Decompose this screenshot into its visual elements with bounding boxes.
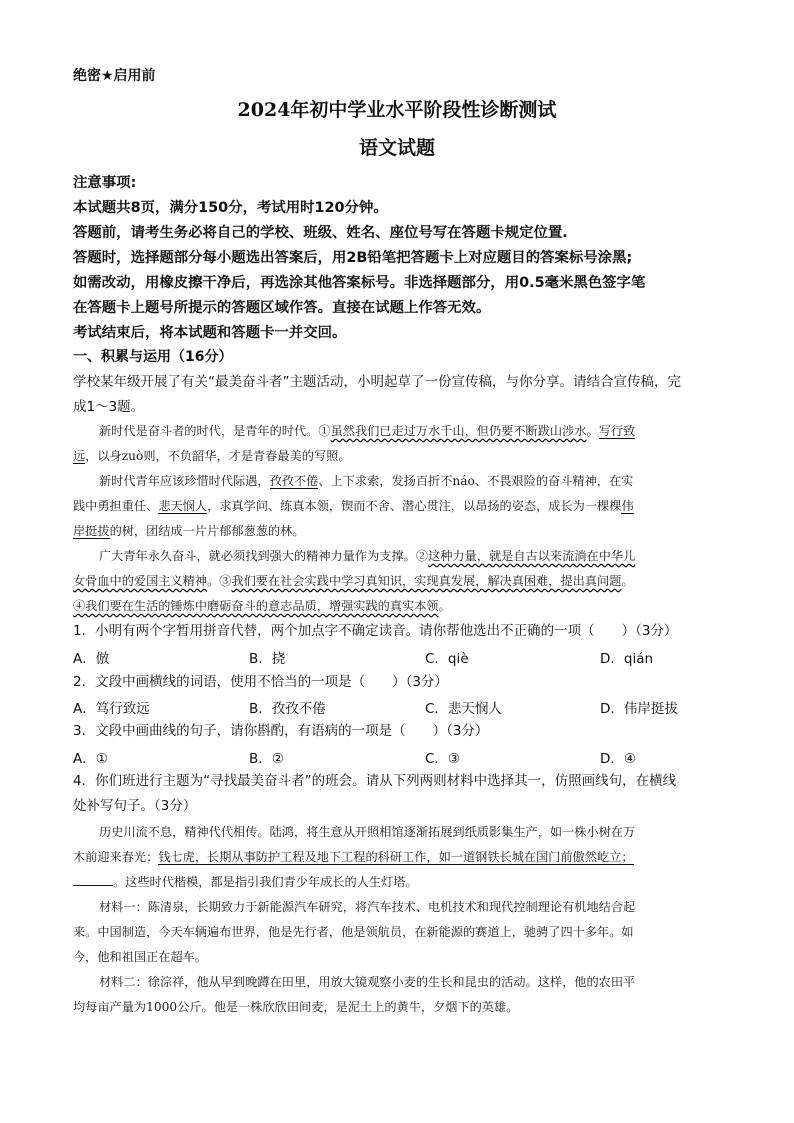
passage-text: 历史川流不息，精神代代相传。陆鸿，将生意从开照相馆逐渐拓展到纸质影集生产，如一株小树在万 <box>99 825 636 839</box>
wavy-sentence: 我们要在社会实践中学习真知识，实现真发展，解决真困难，提出真问题 <box>231 574 622 588</box>
question-stem: 处补写句子。（3分） <box>73 798 197 814</box>
answer-blank[interactable] <box>73 871 113 886</box>
option-a[interactable]: A．① <box>73 751 108 767</box>
section-intro <box>73 370 721 420</box>
option-a[interactable]: A．倣 <box>73 651 110 667</box>
underlined-word: 岸挺拔 <box>73 524 110 538</box>
passage-text: 。 <box>586 424 599 438</box>
option-c[interactable]: C．悲天悯人 <box>425 701 502 717</box>
passage-text: 。这些时代楷模，都是指引我们青少年成长的人生灯塔。 <box>113 875 418 889</box>
passage-text: 广大青年永久奋斗，就必须找到强大的精神力量作为支撑。② <box>99 549 429 563</box>
passage-text: 。 <box>621 574 634 588</box>
notes-line: 如需改动，用橡皮擦干净后，再选涂其他答案标号。非选择题部分，用0.5毫米黑色签字笔 <box>73 275 646 291</box>
passage-text: 。③ <box>207 574 232 588</box>
q1-options <box>73 647 723 669</box>
passage-text: 来。中国制造，今天车辆遍布世界，他是先行者，他是领航员，在新能源的赛道上，驰骋了四十多年。如 <box>73 925 634 939</box>
passage-text: 、上下求索，发扬百折不náo、不畏艰险的奋斗精神，在实 <box>318 474 634 488</box>
question-4 <box>73 769 721 819</box>
passage-text: 今，他和祖国正在超车。 <box>73 950 208 964</box>
wavy-sentence: 锤炼中磨砺奋斗的意志品质，增强实践的真实本领 <box>170 599 439 613</box>
notes-line: 答题前，请考生务必将自己的学校、班级、姓名、座位号写在答题卡规定位置. <box>73 225 568 241</box>
passage-text: 木前迎来春光； <box>73 850 159 864</box>
wavy-sentence: 虽然我们已走过万水千山，但仍要不断跋山涉水 <box>330 424 587 438</box>
wavy-sentence: 女骨血中的爱国主义精神 <box>73 574 208 588</box>
option-b[interactable]: B．② <box>249 751 284 767</box>
underlined-word: 伟 <box>621 499 634 513</box>
notes-line: 在答题卡上题号所提示的答题区域作答。直接在试题上作答无效。 <box>73 300 491 316</box>
option-c[interactable]: C．③ <box>425 751 461 767</box>
notes-line: 本试题共8页，满分150分，考试用时120分钟。 <box>73 200 388 216</box>
passage-text: 新时代是奋斗者的时代，是青年的时代。① <box>99 424 331 438</box>
option-d[interactable]: D．qián <box>600 651 654 667</box>
question-stem: 1．小明有两个字暂用拼音代替，两个加点字不确定读音。请你帮他选出不正确的一项（ ）（3分） <box>73 623 678 639</box>
passage-text: ，求真学问、练真本领，锲而不舍、潜心贯注，以昂扬的姿态，成长为一棵棵 <box>207 499 622 513</box>
question-1 <box>73 619 721 644</box>
wavy-sentence: ④我们要在生活的 <box>73 599 171 613</box>
passage-paragraph-1 <box>73 419 721 469</box>
passage-paragraph-2 <box>73 469 721 544</box>
passage <box>73 419 721 619</box>
material-2 <box>73 970 721 1020</box>
underlined-word: 远 <box>73 449 86 463</box>
option-a[interactable]: A．笃行致远 <box>73 701 150 717</box>
wavy-sentence: 这种力量，就是自古以来流淌在中华儿 <box>428 549 636 563</box>
underlined-sentence: 钱七虎，长期从事防护工程及地下工程的科研工作，如一道钢铁长城在国门前傲然屹立； <box>158 850 634 864</box>
notes-line: 答题时，选择题部分每小题选出答案后，用2B铅笔把答题卡上对应题目的答案标号涂黑; <box>73 250 633 266</box>
material-intro <box>73 820 721 895</box>
question-2 <box>73 670 721 695</box>
passage-text: 。 <box>438 599 451 613</box>
passage-paragraph-3 <box>73 544 721 619</box>
material-1 <box>73 895 721 970</box>
question-stem: 4．你们班进行主题为“寻找最美奋斗者”的班会。请从下列两则材料中选择其一，仿照画线句，在横线 <box>73 773 677 789</box>
passage-text: 材料一：陈清泉，长期致力于新能源汽车研究，将汽车技术、电机技术和现代控制理论有机地结合起 <box>99 900 636 914</box>
passage-text: ，以身zuò则，不负韶华，才是青春最美的写照。 <box>85 449 351 463</box>
passage-text: 新时代青年应该珍惜时代际遇， <box>99 474 270 488</box>
passage-text: 均每亩产量为1000公斤。他是一株欣欣田间麦，是泥土上的黄牛，夕烟下的英雄。 <box>73 1000 519 1014</box>
material-passage <box>73 820 721 1020</box>
option-d[interactable]: D．④ <box>600 751 636 767</box>
exam-title: 2024年初中学业水平阶段性诊断测试 <box>237 99 557 121</box>
option-d[interactable]: D．伟岸挺拔 <box>600 701 678 717</box>
notes-heading: 注意事项: <box>73 175 137 191</box>
q2-options <box>73 697 723 719</box>
notes-line: 考试结束后，将本试题和答题卡一并交回。 <box>73 325 347 341</box>
underlined-word: 悲天悯人 <box>158 499 208 513</box>
option-c[interactable]: C．qiè <box>425 651 469 667</box>
intro-line: 成1～3题。 <box>73 399 145 415</box>
passage-text: 的树，团结成一片片郁郁葱葱的林。 <box>109 524 305 538</box>
intro-line: 学校某年级开展了有关“最美奋斗者”主题活动，小明起草了一份宣传稿，与你分享。请结合宣传稿，完 <box>73 374 681 390</box>
option-b[interactable]: B．孜孜不倦 <box>249 701 326 717</box>
section-heading: 一、积累与运用（16分） <box>73 349 233 365</box>
exam-subtitle: 语文试题 <box>358 137 435 159</box>
question-stem: 2．文段中画横线的词语，使用不恰当的一项是（ ）（3分） <box>73 674 448 690</box>
confidential-label: 绝密★启用前 <box>73 68 156 84</box>
underlined-word: 写行致 <box>598 424 636 438</box>
question-3 <box>73 719 721 744</box>
passage-text: 材料二：徐淙祥，他从早到晚蹲在田里，用放大镜观察小麦的生长和昆虫的活动。这样，他的农田平 <box>99 975 636 989</box>
underlined-word: 孜孜不倦 <box>269 474 319 488</box>
question-stem: 3．文段中画曲线的句子，请你斟酌，有语病的一项是（ ）（3分） <box>73 723 489 739</box>
notes-block <box>73 171 723 346</box>
passage-text: 践中勇担重任、 <box>73 499 159 513</box>
option-b[interactable]: B．挠 <box>249 651 286 667</box>
q3-options <box>73 747 723 769</box>
